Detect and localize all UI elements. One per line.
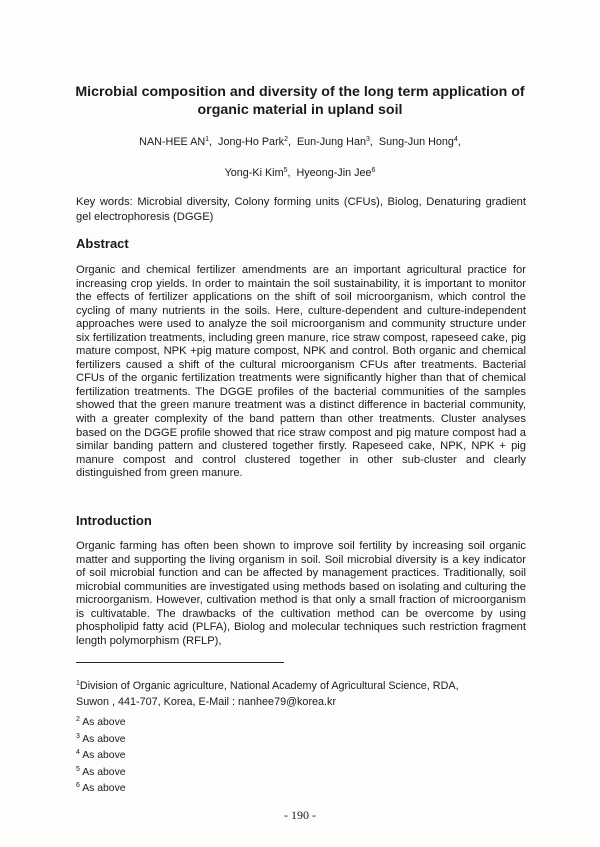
author-line-1: NAN-HEE $AN^1$, Jong-Ho Park$^2$, Eun-Jung Han$^3$, Sung-Jun Hong$^4$, bbox=[139, 136, 461, 148]
author-affiliation-mark: 1 bbox=[205, 136, 210, 143]
footnote-text: As above bbox=[82, 767, 126, 778]
author-name: Hyeong-Jin Jee bbox=[296, 167, 372, 179]
author-name: NAN-HEE AN bbox=[139, 136, 206, 148]
introduction-heading: Introduction bbox=[76, 513, 152, 528]
author-affiliation-mark: 3 bbox=[366, 136, 370, 143]
footnote-mark: 5 bbox=[76, 766, 80, 773]
footnote-mark: 2 bbox=[76, 716, 80, 723]
footnote-1 bbox=[76, 677, 459, 693]
author-name: Sung-Jun Hong bbox=[378, 136, 454, 148]
footnote-mark: 1 bbox=[76, 680, 80, 687]
footnote-3 bbox=[76, 730, 126, 746]
footnote-text: As above bbox=[82, 734, 126, 745]
footnote-5 bbox=[76, 763, 126, 779]
footnote-1-continued: Suwon , 441-707, Korea, E-Mail : nanhee79@korea.kr bbox=[76, 696, 337, 708]
footnote-4 bbox=[76, 746, 126, 762]
footnote-divider bbox=[76, 662, 284, 663]
author-name: Jong-Ho Park bbox=[218, 136, 285, 148]
author-affiliation-mark: 2 bbox=[284, 136, 288, 143]
abstract-heading: Abstract bbox=[76, 236, 129, 251]
author-affiliation-mark: 4 bbox=[453, 136, 458, 143]
footnote-text: As above bbox=[82, 783, 126, 794]
footnote-text: As above bbox=[82, 717, 126, 728]
footnote-text: As above bbox=[82, 750, 126, 761]
abstract-text: Organic and chemical fertilizer amendments are an important agricultural practice for increasing crop yields. In order to maintain the soil sustainability, it is important to monitor the effects of fertilizer applications on the shift of soil microorganism, which control the cycling of many nutrients in the soils. Here, culture-dependent and culture-independent approaches were used to analyze the soil microorganism and community structure under six fertilization treatments, including green manure, rice straw compost, rapeseed cake, pig mature compost, NPK +pig mature compost, NPK and control. Both organic and chemical fertilizers caused a shift of the cultural microorganism CFUs after treatments. Bacterial CFUs of the organic fertilization treatments were significantly higher than that of chemical fertilization treatments. The DGGE profiles of the bacterial communities of the samples showed that the green manure treatment was a distinct difference in bacterial community, with a greater complexity of the band pattern than other treatments. Cluster analyses based on the DGGE profile showed that rice straw compost and pig mature compost had a similar banding pattern and clustered together firstly. Rapeseed cake, NPK, NPK + pig manure compost and control clustered together in other sub-cluster and clearly distinguished from green manure. bbox=[76, 264, 526, 480]
footnote-2 bbox=[76, 713, 126, 729]
footnote-mark: 4 bbox=[76, 749, 80, 756]
keywords: Key words: Microbial diversity, Colony forming units (CFUs), Biolog, Denaturing gradient gel electrophoresis (DGGE) bbox=[76, 196, 526, 223]
author-affiliation-mark: 5 bbox=[283, 167, 288, 174]
footnote-mark: 3 bbox=[76, 733, 80, 740]
footnote-text: Division of Organic agriculture, National Academy of Agricultural Science, RDA, bbox=[79, 680, 459, 692]
page-number: - 190 - bbox=[284, 808, 316, 822]
author-affiliation-mark: 6 bbox=[371, 167, 376, 174]
author-name: Yong-Ki Kim bbox=[224, 167, 284, 179]
author-name: Eun-Jung Han bbox=[296, 136, 366, 148]
author-line-2: Yong-Ki Kim$^5$, Hyeong-Jin Jee$^6$ bbox=[224, 167, 376, 179]
paper-title: Microbial composition and diversity of the long term application of organic material in upland soil bbox=[75, 84, 525, 118]
footnote-6 bbox=[76, 779, 126, 795]
footnote-mark: 6 bbox=[76, 782, 80, 789]
introduction-text: Organic farming has often been shown to improve soil fertility by increasing soil organic matter and supporting the living organism in soil. Soil microbial diversity is a key indicator of soil microbial function and can be affected by management practices. Traditionally, soil microbial communities are investigated using methods based on isolating and culturing the microorganism. However, cultivation method is that only a small fraction of microorganism is cultivatable. The drawbacks of the cultivation method can be overcome by using phospholipid fatty acid (PLFA), Biolog and molecular techniques such restriction fragment length polymorphism (RFLP), bbox=[76, 540, 526, 647]
